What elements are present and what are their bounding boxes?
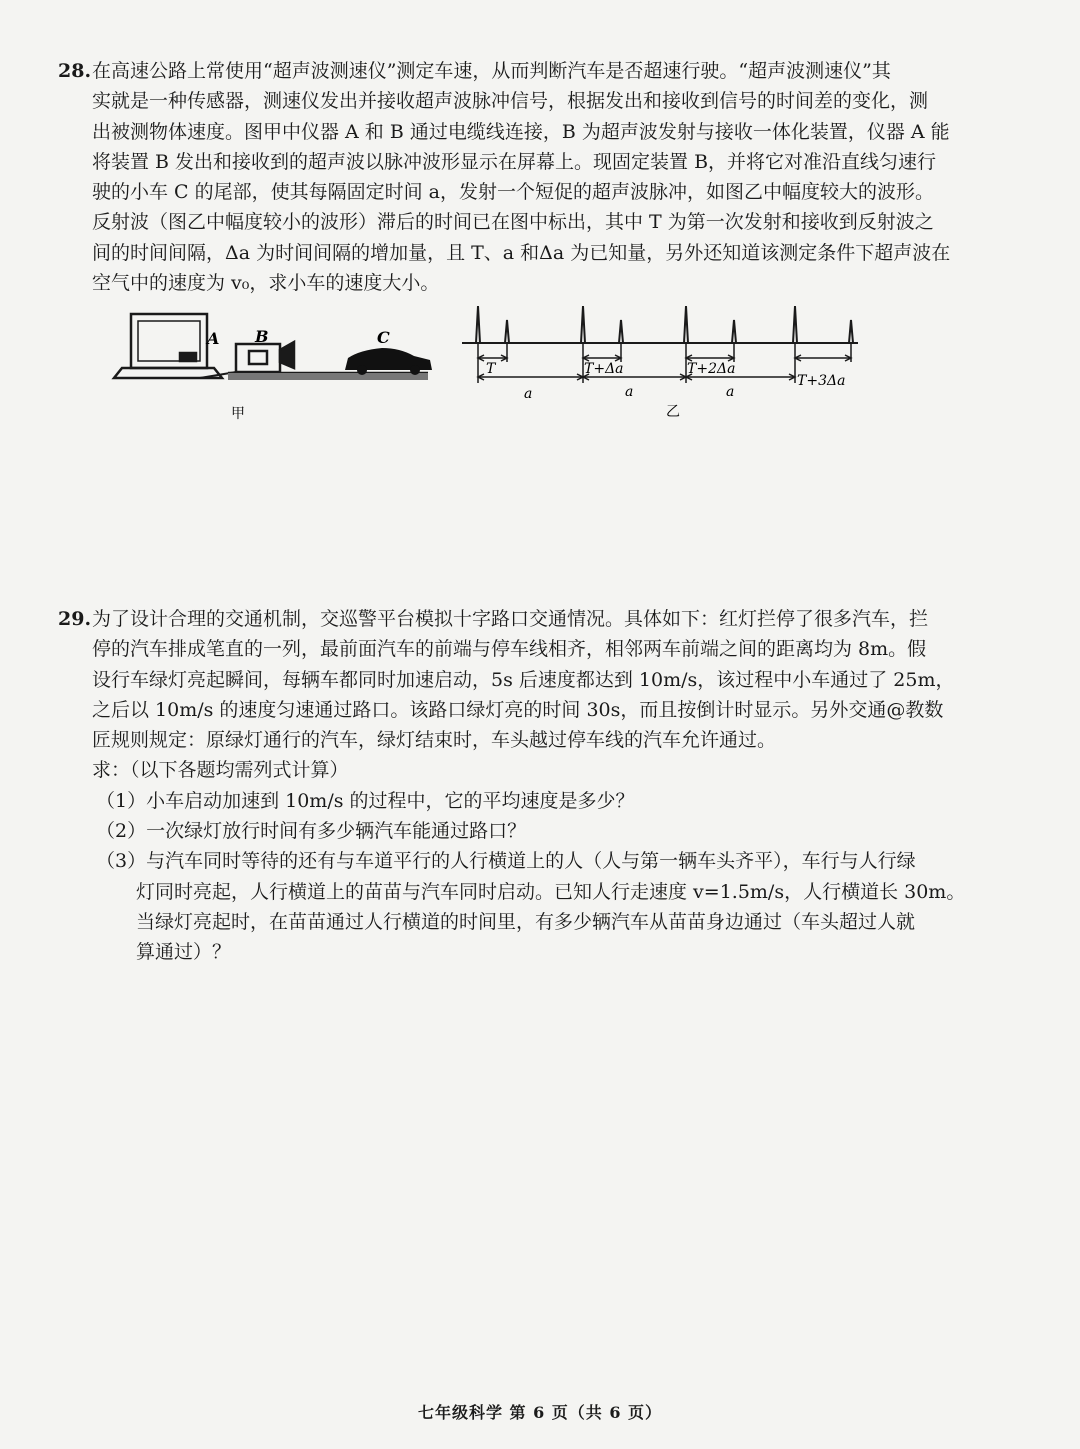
q28-line-1: 28.在高速公路上常使用“超声波测速仪”测定车速，从而判断汽车是否超速行驶。“超声波测速仪”其 — [58, 56, 938, 86]
period-label-2: a — [625, 384, 634, 400]
instrument-a-monitor — [114, 314, 222, 378]
label-c: C — [377, 328, 390, 347]
emitted-pulse-3 — [684, 306, 688, 343]
q28-line-7: 间的时间间隔，Δa 为时间间隔的增加量，且 T、a 和Δa 为已知量，另外还知道该测定条件下超声波在 — [92, 241, 951, 264]
q29-line-3: 设行车绿灯亮起瞬间，每辆车都同时加速启动，5s 后速度都达到 10m/s，该过程中小车通过了 25m， — [92, 668, 955, 691]
q29-ask: 求：（以下各题均需列式计算） — [92, 759, 349, 782]
q29-line-2: 停的汽车排成笔直的一列，最前面汽车的前端与停车线相齐，相邻两车前端之间的距离均为 8m。假 — [92, 638, 927, 661]
emitted-pulse-4 — [793, 306, 797, 343]
q28-line-8: 空气中的速度为 v₀，求小车的速度大小。 — [92, 272, 440, 295]
q28-line-2: 实就是一种传感器，测速仪发出并接收超声波脉冲信号，根据发出和接收到信号的时间差的变化，测 — [92, 90, 929, 113]
interval-label-t: T — [486, 361, 496, 377]
period-label-1: a — [524, 386, 533, 402]
q28-line-4: 将装置 B 发出和接收到的超声波以脉冲波形显示在屏幕上。现固定装置 B，并将它对准沿直线匀速行 — [92, 150, 937, 173]
caption-jia: 甲 — [231, 406, 245, 422]
caption-yi: 乙 — [666, 404, 680, 420]
pulse-group — [476, 306, 853, 343]
q29-line-1: 29.为了设计合理的交通机制，交巡警平台模拟十字路口交通情况。具体如下：红灯拦停了很多汽车，拦 — [58, 604, 938, 634]
interval-label-t2: T+2Δa — [687, 361, 736, 377]
page-footer: 七年级科学 第 6 页（共 6 页） — [417, 1403, 663, 1422]
q28-line-5: 驶的小车 C 的尾部，使其每隔固定时间 a，发射一个短促的超声波脉冲，如图乙中幅度较大的波形。 — [92, 181, 934, 204]
car-c — [345, 348, 432, 375]
ground — [228, 373, 428, 380]
interval-label-t3: T+3Δa — [797, 373, 846, 389]
reflected-pulse-2 — [619, 320, 623, 343]
q29-number: 29. — [58, 608, 92, 630]
q29-sub3-line-3: 当绿灯亮起时，在苗苗通过人行横道的时间里，有多少辆汽车从苗苗身边通过（车头超过人就 — [136, 910, 916, 933]
reflected-pulse-1 — [505, 320, 509, 343]
reflected-pulse-3 — [732, 320, 736, 343]
q29-sub3-line-1: （3）与汽车同时等待的还有与车道平行的人行横道上的人（人与第一辆车头齐平），车行与人行绿 — [96, 850, 916, 873]
emitted-pulse-2 — [581, 306, 585, 343]
q29-sub3-line-2: 灯同时亮起，人行横道上的苗苗与汽车同时启动。已知人行走速度 v=1.5m/s，人行横道长 30m。 — [136, 880, 966, 903]
q29-line-4: 之后以 10m/s 的速度匀速通过路口。该路口绿灯亮的时间 30s，而且按倒计时显示。另外交通@教数 — [92, 698, 944, 721]
interval-label-t1: T+Δa — [584, 361, 624, 377]
emitted-pulse-1 — [476, 306, 480, 343]
reflected-pulse-4 — [849, 320, 853, 343]
q29-sub3-line-4: 算通过）？ — [136, 941, 232, 964]
q28-number: 28. — [58, 60, 92, 82]
label-a: A — [207, 329, 220, 348]
period-label-3: a — [726, 384, 735, 400]
q29-line-5: 匠规则规定：原绿灯通行的汽车，绿灯结束时，车头越过停车线的汽车允许通过。 — [92, 729, 777, 752]
label-b: B — [255, 327, 269, 346]
q28-line-3: 出被测物体速度。图甲中仪器 A 和 B 通过电缆线连接，B 为超声波发射与接收一体化装置，仪器 A 能 — [92, 120, 950, 143]
q28-figure — [0, 0, 1080, 440]
question-29 — [58, 604, 966, 968]
device-b — [236, 342, 294, 372]
q29-sub1: （1）小车启动加速到 10m/s 的过程中，它的平均速度是多少？ — [96, 789, 635, 812]
q29-sub2: （2）一次绿灯放行时间有多少辆汽车能通过路口？ — [96, 820, 527, 843]
q28-line-6: 反射波（图乙中幅度较小的波形）滞后的时间已在图中标出，其中 T 为第一次发射和接收到反射波之 — [92, 211, 934, 234]
